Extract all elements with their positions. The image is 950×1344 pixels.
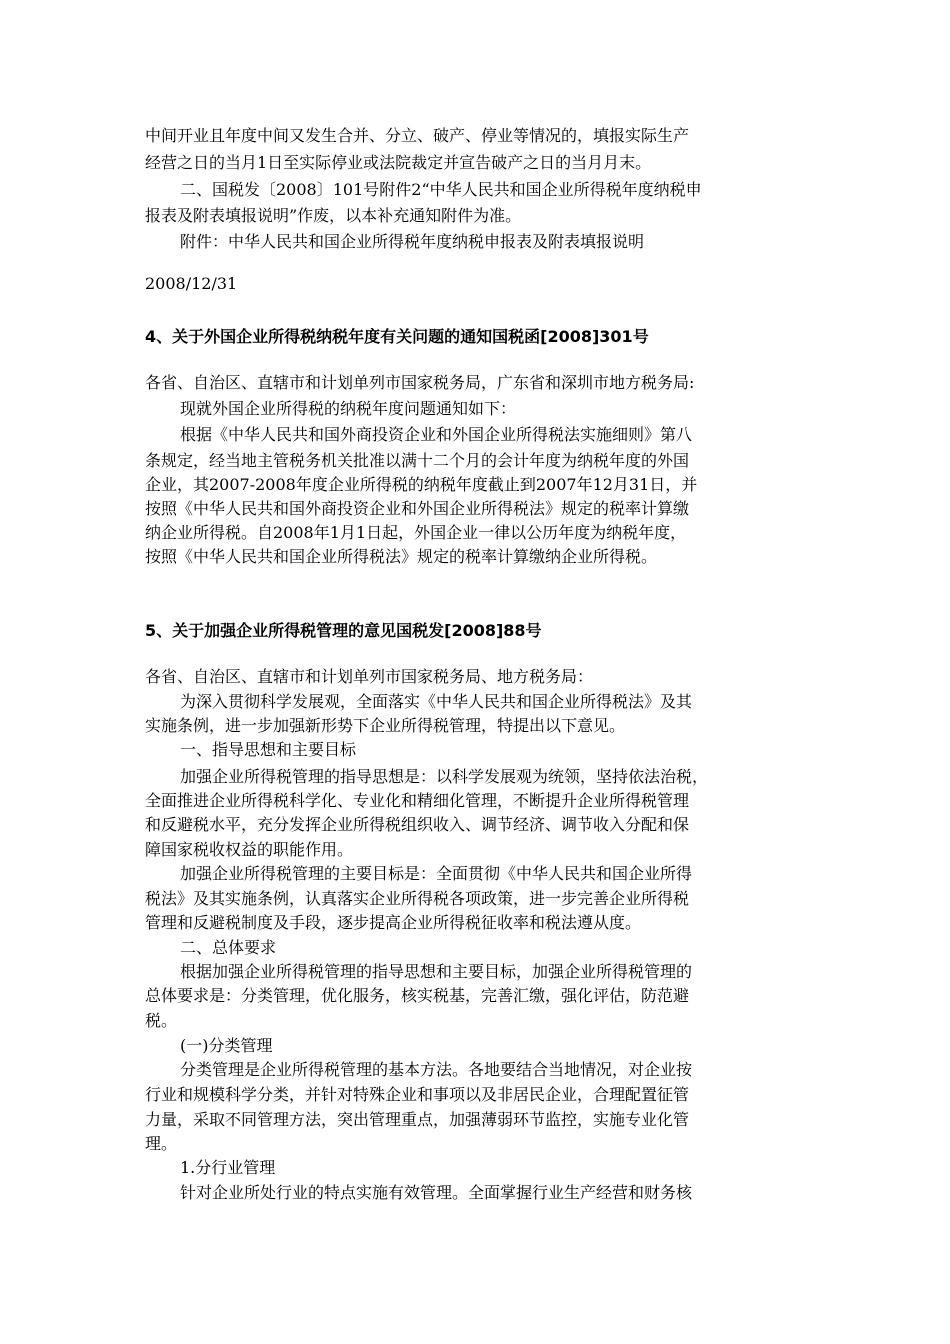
paragraph-line: 各省、自治区、直辖市和计划单列市国家税务局、地方税务局： [145, 667, 594, 686]
paragraph-line: 行业和规模科学分类，并针对特殊企业和事项以及非居民企业，合理配置征管 [145, 1085, 690, 1104]
paragraph-line: 各省、自治区、直辖市和计划单列市国家税务局，广东省和深圳市地方税务局: [145, 373, 695, 392]
paragraph-line: 障国家税收权益的职能作用。 [145, 840, 354, 859]
paragraph-line: 实施条例，进一步加强新形势下企业所得税管理，特提出以下意见。 [145, 716, 626, 735]
paragraph-line: 力量，采取不同管理方法，突出管理重点，加强薄弱环节监控，实施专业化管 [145, 1110, 690, 1129]
paragraph-line: 税法》及其实施条例，认真落实企业所得税各项政策，进一步完善企业所得税 [145, 889, 690, 908]
subsection-heading: 1.分行业管理 [180, 1158, 276, 1177]
paragraph-line: 中间开业且年度中间又发生合并、分立、破产、停业等情况的，填报实际生产 [145, 126, 690, 145]
paragraph-line: 和反避税水平，充分发挥企业所得税组织收入、调节经济、调节收入分配和保 [145, 815, 690, 834]
paragraph-line: 按照《中华人民共和国外商投资企业和外国企业所得税法》规定的税率计算缴 [145, 499, 690, 518]
section-5-title: 5、关于加强企业所得税管理的意见国税发[2008]88号 [145, 621, 542, 640]
subsection-heading: (一)分类管理 [180, 1036, 273, 1055]
paragraph-line: 为深入贯彻科学发展观，全面落实《中华人民共和国企业所得税法》及其 [180, 692, 693, 711]
subsection-heading: 二、总体要求 [180, 938, 277, 957]
paragraph-line: 根据《中华人民共和国外商投资企业和外国企业所得税法实施细则》第八 [180, 425, 693, 444]
paragraph-line: 现就外国企业所得税的纳税年度问题通知如下： [180, 399, 517, 418]
paragraph-line: 加强企业所得税管理的指导思想是：以科学发展观为统领，坚持依法治税， [180, 767, 709, 786]
paragraph-line: 税。 [145, 1011, 178, 1030]
paragraph-line: 总体要求是：分类管理，优化服务，核实税基，完善汇缴，强化评估，防范避 [145, 986, 690, 1005]
paragraph-line: 按照《中华人民共和国企业所得税法》规定的税率计算缴纳企业所得税。 [145, 547, 658, 566]
paragraph-line: 分类管理是企业所得税管理的基本方法。各地要结合当地情况，对企业按 [180, 1060, 693, 1079]
paragraph-line: 附件：中华人民共和国企业所得税年度纳税申报表及附表填报说明 [180, 232, 645, 251]
paragraph-line: 理。 [145, 1134, 178, 1153]
paragraph-line: 针对企业所处行业的特点实施有效管理。全面掌握行业生产经营和财务核 [180, 1183, 693, 1202]
document-date: 2008/12/31 [145, 274, 238, 293]
subsection-heading: 一、指导思想和主要目标 [180, 740, 357, 759]
paragraph-line: 根据加强企业所得税管理的指导思想和主要目标，加强企业所得税管理的 [180, 962, 693, 981]
paragraph-line: 企业，其2007-2008年度企业所得税的纳税年度截止到2007年12月31日，并 [145, 475, 698, 494]
paragraph-line: 全面推进企业所得税科学化、专业化和精细化管理，不断提升企业所得税管理 [145, 791, 690, 810]
paragraph-line: 纳企业所得税。自2008年1月1日起，外国企业一律以公历年度为纳税年度， [145, 523, 687, 542]
paragraph-line: 条规定，经当地主管税务机关批准以满十二个月的会计年度为纳税年度的外国 [145, 451, 690, 470]
section-4-title: 4、关于外国企业所得税纳税年度有关问题的通知国税函[2008]301号 [145, 327, 649, 346]
paragraph-line: 管理和反避税制度及手段，逐步提高企业所得税征收率和税法遵从度。 [145, 913, 642, 932]
paragraph-line: 加强企业所得税管理的主要目标是：全面贯彻《中华人民共和国企业所得 [180, 864, 693, 883]
paragraph-line: 经营之日的当月1日至实际停业或法院裁定并宣告破产之日的当月月末。 [145, 153, 652, 172]
paragraph-line: 二、国税发〔2008〕101号附件2“中华人民共和国企业所得税年度纳税申 [180, 180, 702, 199]
paragraph-line: 报表及附表填报说明”作废，以本补充通知附件为准。 [145, 206, 522, 225]
